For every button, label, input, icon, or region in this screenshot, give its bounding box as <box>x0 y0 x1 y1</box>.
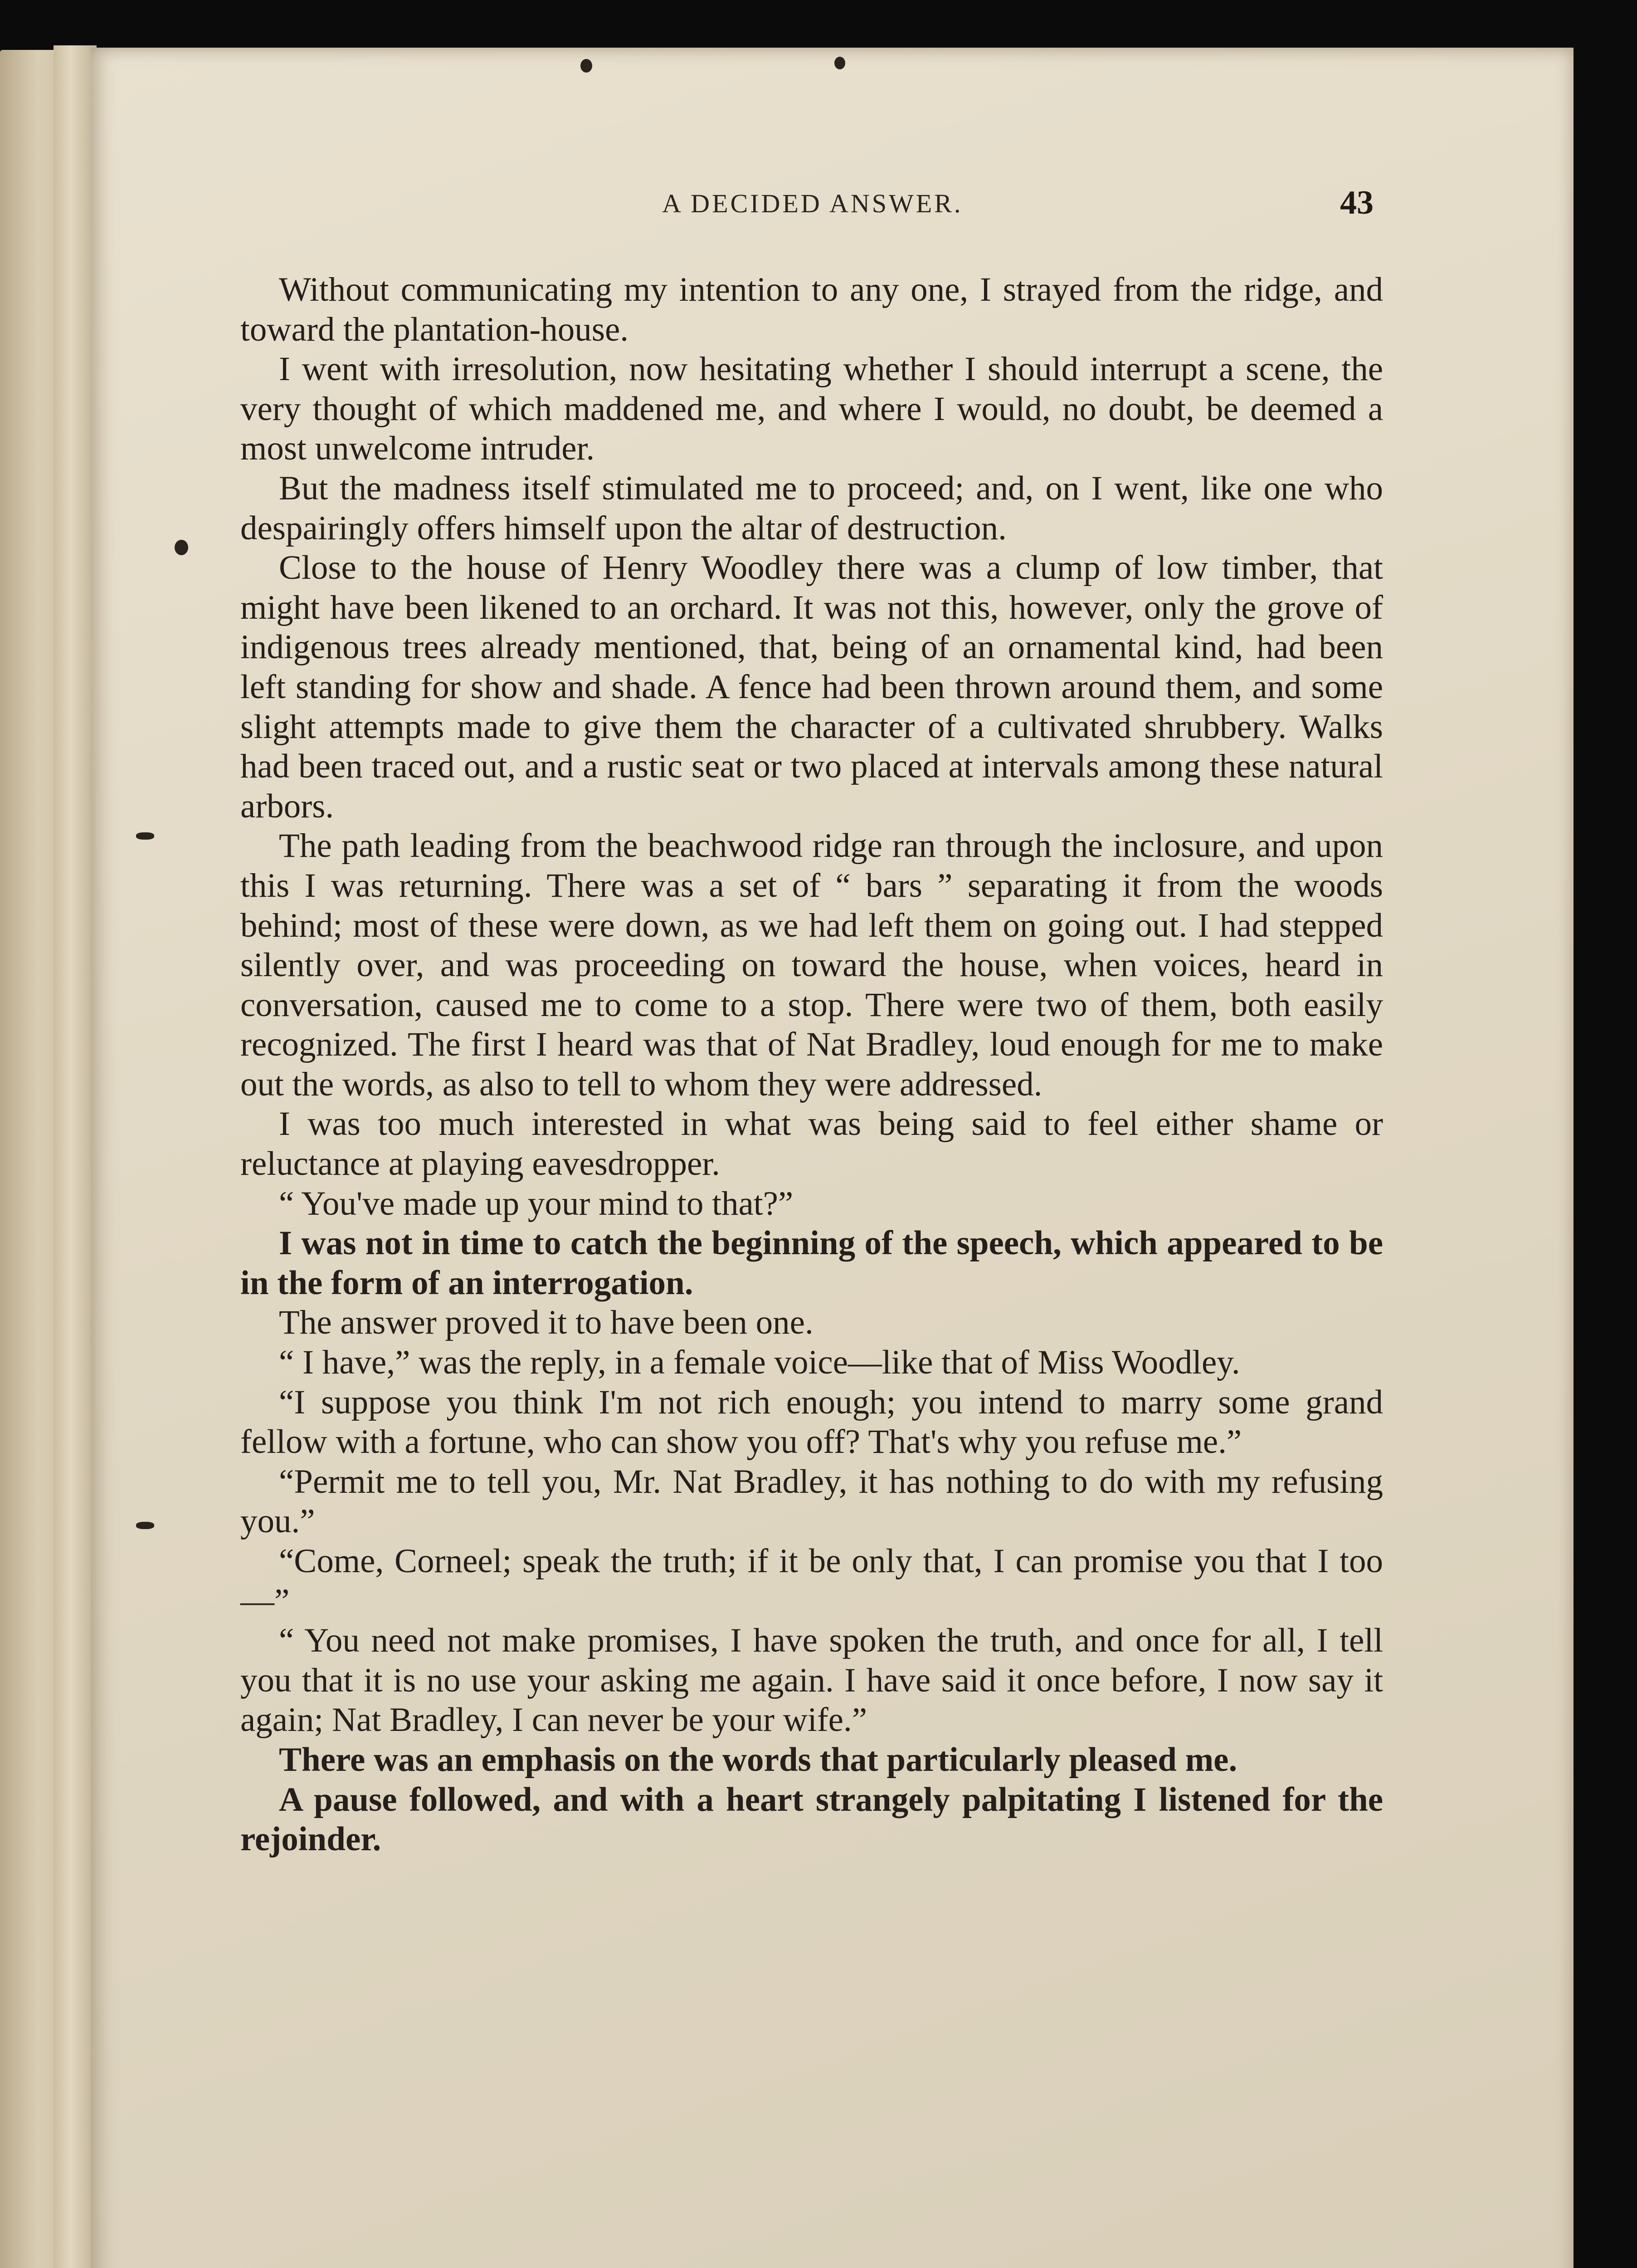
paragraph: “ You've made up your mind to that?” <box>279 1184 794 1222</box>
paragraph: Close to the house of Henry Woodley there was a clump of low timber, that might have been likened to an orchard. It was not this, however, only the grove of indigenous trees already mentioned, that, being of an ornamental kind, had been left standing for show and shade. A fence had been thrown around them, and some slight attempts made to give them the character of a cultivated shrubbery. Walks had been traced out, and a rustic seat or two placed at intervals among these natural arbors. <box>240 549 1383 825</box>
paragraph: “ I have,” was the reply, in a female voice—like that of Miss Woodley. <box>279 1344 1240 1382</box>
ink-spot <box>834 57 845 69</box>
paragraph: “Permit me to tell you, Mr. Nat Bradley, it has nothing to do with my refusing you.” <box>240 1462 1383 1540</box>
paragraph: I went with irresolution, now hesitating whether I should interrupt a scene, the very thought of which maddened me, and where I would, no doubt, be deemed a most unwelcome intruder. <box>240 350 1383 468</box>
paragraph: “ You need not make promises, I have spoken the truth, and once for all, I tell you that it is no use your asking me again. I have said it once before, I now say it again; Nat Bradley, I can never be your wife.” <box>240 1622 1383 1739</box>
body-text <box>240 270 1383 1859</box>
paragraph: I was too much interested in what was being said to feel either shame or reluctance at playing eavesdropper. <box>240 1105 1383 1183</box>
paragraph: “Come, Corneel; speak the truth; if it be only that, I can promise you that I too—” <box>240 1542 1383 1620</box>
ink-spot <box>136 832 154 840</box>
paragraph: I was not in time to catch the beginning of the speech, which appeared to be in the form of an interrogation. <box>240 1224 1383 1302</box>
ink-spot <box>175 540 188 555</box>
book-binding <box>54 45 97 2268</box>
ink-spot <box>136 1522 154 1529</box>
paragraph: The path leading from the beachwood ridge ran through the inclosure, and upon this I was returning. There was a set of “ bars ” separating it from the woods behind; most of these were down, as we had left them on going out. I had stepped silently over, and was proceeding on toward the house, when voices, heard in conversation, caused me to come to a stop. There were two of them, both easily recognized. The first I heard was that of Nat Bradley, loud enough for me to make out the words, as also to tell to whom they were addressed. <box>240 827 1383 1103</box>
paragraph: But the madness itself stimulated me to proceed; and, on I went, like one who despairingly offers himself upon the altar of destruction. <box>240 469 1383 547</box>
paragraph: Without communicating my intention to any one, I strayed from the ridge, and toward the plantation-house. <box>240 271 1383 348</box>
paragraph: There was an emphasis on the words that particularly pleased me. <box>279 1740 1237 1779</box>
paragraph: A pause followed, and with a heart strangely palpitating I listened for the rejoinder. <box>240 1780 1383 1858</box>
paragraph: The answer proved it to have been one. <box>279 1304 814 1342</box>
paragraph: “I suppose you think I'm not rich enough; you intend to marry some grand fellow with a fortune, who can show you off? That's why you refuse me.” <box>240 1383 1383 1461</box>
page-number: 43 <box>1340 184 1374 221</box>
running-head: A DECIDED ANSWER. <box>662 189 963 218</box>
ink-spot <box>580 59 592 73</box>
